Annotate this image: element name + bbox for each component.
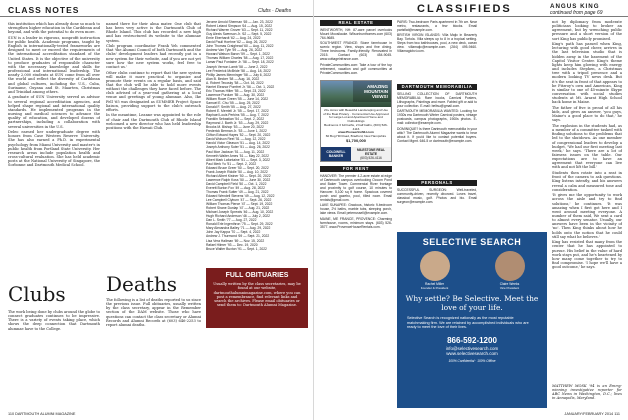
classifieds-col-1: [320, 20, 392, 76]
left-col-2: [106, 22, 201, 267]
death-entry: Dan L. Smith '77 — Aug. 27, 2022: [206, 218, 257, 223]
founder-role: Founder & President: [420, 286, 449, 290]
right-page: [314, 0, 628, 420]
death-entry: Albert Mark Lafontaine '51 — Sept. 3, 2022: [206, 157, 271, 162]
death-entry: Lamar Paul Fontaine Jr. '58 — Sept. 18, 2022: [206, 60, 274, 65]
right-footer: [314, 410, 628, 420]
ad-text: DOMINIQUE? Is there Dartmouth memorabilia in your attic? The Dartmouth Alumni Magazine wants to hear about it. If you'd like to contact potential buyers. Contact Mgmt. 646-5 or dartmouth@example.com.: [397, 126, 477, 143]
section-title: CLASS NOTES: [8, 5, 80, 15]
left-header: [0, 0, 313, 17]
selective-tagline: 100% Confidential · 100% Offline: [448, 358, 496, 363]
death-entry: Robert Shane Dunlap '47 — Aug. 21, 2022: [206, 206, 270, 211]
paragraph: Other clubs continue to report that the new system will make it more practical to organize and promote their events on a regular basis, and said that the club will be able to hold more events without the challenges they have faced before. The club advised of a year-end gathering at a local venue and greetings of young alumnae. Also, Ike Fell '65 was designated as SUMMER Project Space liaison, providing support to the club's outreach efforts.: [106, 70, 201, 112]
paragraph: not by diplomacy from moderate politicians looking to broker an agreement, but by wrenching public pressure and a short version of the sort King has publicly promised.: [552, 20, 622, 41]
death-entry: Everett Burton Fox '49 — Aug. 28, 2022: [206, 185, 266, 190]
selective-phone[interactable]: 866-592-1200: [447, 335, 497, 345]
pioneer-ad-body: [321, 107, 391, 144]
death-entry: David Wolson Reel '51 — Aug. 12, 2022: [206, 137, 266, 142]
paragraph: Deleo earned her undergraduate degree with honors from Case Western Reserve University. She has also earned a Ph.D. in experimental psychology from Miami University and master's in public health from Portland State University. Her research areas include population health and cross-cultural evaluation. She has held academic posts at the National University of Singapore, the Sorbonne and Dartmouth Medical School.: [8, 130, 100, 168]
article-continued: [552, 20, 622, 380]
full-obituaries-box: [206, 268, 308, 328]
death-entry: Samuel E. Chu '55 — Aug. 25, 2022: [206, 100, 260, 105]
death-entry: Kenneth Walter Ames '51 — May 22, 2022: [206, 153, 269, 158]
ad-text: LAKE SUNAPEE: Gracious, historic 9-bedroom house, 2½ baths, marble tubs, sleeping porch, lake views. Email peterrussell@example.com.: [320, 203, 392, 216]
death-entry: Thomas William Charles '58 — Aug. 17, 2022: [206, 56, 274, 61]
paragraph: The following is a list of deaths reported to us since the previous issue. Full obituaries, usually written by the class secretary, appear in the Remember section of the DAM website. Those who have questions can contact the class secretary or Alumni Records and Alumni Records at (603) 646-2253 to report alumni deaths.: [106, 298, 201, 327]
ad-text: PARIS: Two-bedroom Paris apartment in 7th arr. Near metro, restaurants, a few blocks. Email parisflat@example.com.: [397, 20, 477, 32]
founders-photos: [397, 251, 547, 290]
side-title: ANGUS KING: [550, 3, 600, 10]
death-entry: Brooks M. Bishop '53 — June 20, 2022: [206, 125, 264, 130]
paragraph: this institution which has already done so much to strengthen higher education in the Caribbean and beyond, and with the potential to do even more.: [8, 22, 100, 35]
vp-name: Claire Weeks: [499, 282, 520, 286]
real-estate-ads: [320, 28, 392, 75]
death-entry: Edward Wendell Stevens '49 — Aug. 12, 2022: [206, 194, 275, 199]
death-entry: William Rowe Green '55 — June 14, 2022: [206, 96, 269, 101]
death-entry: Guy Alexis Swenson Jr. '62 — Sept. 5, 2022: [206, 32, 272, 37]
death-entry: Paul Moe Jackson '51 — Aug. 11, 2022: [206, 149, 265, 154]
category-for-rent: FOR RENT: [320, 166, 392, 172]
death-entry: John Jay Kappa '70 — Sept. 4, 2022: [206, 230, 261, 235]
death-entry: Joseph Anthony Suter '51 — Aug. 26, 2022: [206, 145, 270, 150]
selective-headline: Why settle? Be Selective. Meet the love of your life.: [405, 294, 539, 312]
death-entry: Frederick Berman Jr. '53 — June 1, 2022: [206, 129, 267, 134]
selective-search-title: SELECTIVE SEARCH: [422, 237, 522, 247]
side-subtitle: continued from page 69: [550, 10, 603, 16]
death-entry: Lee Campbell Clyburn '47 — Sept. 26, 2022: [206, 198, 272, 203]
death-entry: Robert Leland Simpson '64 — Aug. 15, 2022: [206, 24, 273, 29]
paragraph: Students then rotate into a seat in front of the camera to ask questions. King listens intently, and his answers reveal a calm and measured tone and consideration.: [552, 171, 622, 192]
paragraph: King has resisted that many from the center that he has appointed to pursue. His belief in the value of hard work stays put, and he's heartened by how many come together to try to find compromise. 'I hope we'll have a good outcome,' he says.: [552, 240, 622, 270]
obituaries-text: Usually written by the class secretaries, may be found at our website, dartmouthalumnimagazine.com, where you can post a remembrance, find relevant links and search the archives. Please email obituaries or send them to: Dartmouth Alumni Magazine.: [213, 282, 301, 308]
death-entry: Hugh Richard Anderson '46 — July 2, 2022: [206, 214, 271, 219]
classifieds-title: CLASSIFIEDS: [417, 3, 512, 15]
ad-text: HANOVER: The premier 4.2-acre estate at edge of Dartmouth campus overlooking Occom Pond and Baker Tower. Commercial River frontage and proximity to golf course, 10 minutes to Hanover. 5,100 sq ft home. Spacious covered porch and gazebo, pool, tilled room. Email rentals@gmail.com.: [320, 174, 392, 202]
ad-line: 20+ Acres with Beautiful Landscaping and Use of the Boat Privacy · Commercial Use Approved for Large Lot and Apartment Home and Outbuildings: [323, 108, 389, 124]
death-entry: Joseph Vernon Lamb '58 — June 2, 2022: [206, 64, 268, 69]
ad-text: SELLING COLLECTION OF DARTMOUTH MEMORABILIA: Rare books, Carnival Posters, Lithographs, Paintings and more. Fabled gift or add to your collection. E-mail: beltsu@gmail.com.: [397, 92, 477, 108]
death-entry: Lawrence Purdum '55 — Aug. 30, 2022: [206, 92, 265, 97]
memorabilia-ads: [397, 92, 477, 178]
death-entry: Jerome Arnold Sherman '65 — Jan. 23, 2022: [206, 20, 273, 24]
coldwell-logo: COLDWELL BANKER: [321, 147, 351, 161]
personals-ads: [397, 188, 477, 218]
death-entry: Robert E. Merriell Jr. '55 — Sept. 17, 2022: [206, 109, 269, 114]
vp-photo: [495, 251, 525, 281]
death-entry: Paul Merk Yu '51 — Sept. 2, 2022: [206, 161, 257, 166]
paragraph: SUN is a leader in rigorous, nonprofit instruction for public health. Academic programs, taught by English in internationally-tested frameworks are designed to meet or exceed the requirements of the international accreditation standard of the United States. It is the objective of the university to produce graduates of responsible character with the necessary knowledge and skills for professional and international leadership. The nearly 2,000 students at SUN come from all over the world and reflect the diversity of Caribbean and global cultures, including the U.S., Cuba, Suriname, Guyana and St. Maarten, Christmas and Trinidad among others.: [8, 35, 100, 94]
death-entry: Clifton Edward Hayes '52 — Sept. 20, 2022: [206, 133, 271, 138]
obituaries-title: FULL OBITUARIES: [225, 272, 289, 279]
ad-text: PrivateCommunities.com: Take a tour of the top retirement, vacation and golf communities at PrivateCommunities.com.: [320, 62, 392, 75]
death-entry: Raphael Louis Perkins '55 — Aug. 7, 2022: [206, 113, 269, 118]
death-entry: Rafael Hilmer '93 — Dec. 19, 2020: [206, 242, 258, 247]
deaths-heading: Deaths: [106, 272, 177, 296]
ad-line: 60 Bog Hill Road, Bradford, New Hampshire: [325, 133, 387, 138]
ad-text: SUCCESSFUL SURGEON: Well-traveled, community-driven, recently divorced. Loves travel, classical music, golf. Photos and bio. Email surgeon@example.com.: [397, 188, 477, 204]
death-entry: David Campbell Field '50 — Oct. 1, 2022: [206, 181, 267, 186]
death-entry: Ernie Eberhardt '62 — Aug. 24, 2022: [206, 36, 261, 41]
amazing-views-headline: AMAZING MOUNTAIN VIEWS!: [353, 81, 391, 102]
death-entry: Andrew Van Tyle '59 — Aug. 26, 2022: [206, 48, 263, 53]
page-number-left: 110 DARTMOUTH ALUMNI MAGAZINE: [8, 412, 76, 416]
ad-text: MAINE, ME FRANCE, PROVENCE: Charming farmhouse, rooms, minimum stays. (603) 526-3577. www.ProvenceHouseRentals.com.: [320, 216, 392, 229]
paragraph: 'It gives me the opportunity to work across the aisle and try to find solutions,' he continues. 'It was amazing when I first got here and I went around meeting everyone. A number of them said, We sent a card to almost every senator. Usually, our answers have been in the vicinity of 'no'. Then King thinks about how he holds onto the notion that he could still say what he believes.': [552, 193, 622, 239]
death-entry: Alan B. Becker '58 — Aug. 16, 2022: [206, 76, 260, 81]
selective-website[interactable]: www.selectivesearch.com: [446, 350, 498, 356]
selective-email[interactable]: info@selectivesearch.com: [445, 345, 499, 351]
death-entry: Mary Alexandra Bailey '71 — Aug. 29, 2022: [206, 226, 271, 231]
death-entry: Richard Warren Grover '63 — Sept. 11, 2022: [206, 28, 273, 33]
category-real-estate: REAL ESTATE: [320, 20, 392, 26]
paragraph: A graduate of SUN University served as advisor to several regional accreditation agencies, and helped shape regional and international quality standards. He implemented programs in the nursing and medical sciences to advance the quality of education, and developed dozens of partnerships, including a collaboration with several universities in the U.S.: [8, 95, 100, 129]
death-entry: Harold Victor Gleason '51 — Aug. 14, 2022: [206, 141, 270, 146]
death-entry: Andrew J. Thurmond '69 — Sept. 21, 2022: [206, 234, 270, 239]
death-entry: Franklin Sebastian '54 — Sept. 2, 2022: [206, 117, 265, 122]
milestone-name: MILESTONE REAL ESTATE: [356, 148, 386, 156]
founder-card: [420, 251, 450, 290]
classifieds-col-2: [397, 20, 477, 218]
death-entry: Thomas Frank Sutter '49 — Aug. 21, 2022: [206, 189, 269, 194]
death-entry: Raymond J. Barth Jr. '53 — Aug. 29, 2022: [206, 121, 269, 126]
death-entry: Richard Albert Kistner '50 — Sept. 20, 2022: [206, 173, 271, 178]
ad-text: SOUTHWEST FRANCE: Stone farmhouse in scenic region. View, shops and fine dining. Three bedrooms. Family-friendly. Renovated in 2015. Contact (603) 454-9045. www.cottageinfrance.com.: [320, 41, 392, 62]
left-col-1: [8, 22, 100, 277]
category-dartmouth-memorabilia: DARTMOUTH MEMORABILIA: [397, 84, 477, 90]
death-entry: Lawrence Ralph Koss '50 — June 30, 2022: [206, 177, 271, 182]
clubs-col: [8, 310, 100, 408]
selective-body: Selective Search is recognized nationally as the most reputable matchmaking firm. We are retained by accomplished individuals who are ready to meet the love of their lives.: [407, 316, 529, 330]
death-entry: Bruce Walter Buxton '91 — Sept. 1, 2022: [206, 246, 267, 251]
death-entry: Frank Joseph Riddle '50 — Aug. 10, 2022: [206, 169, 268, 174]
death-entry: David Paull Hoehne '62 — Aug. 26, 2022: [206, 40, 267, 45]
death-entry: Edward Bruce Greer '50 — Sept. 20, 2022: [206, 165, 269, 170]
death-entry: Phillip James Menninger '58 — July 6, 2022: [206, 72, 271, 77]
paragraph: The explosion in the students had, as a member of a committee tasked with finding solutions to the problems that led to the shutdown. As one member of congressional leaders to develop a budget, 'We had our first meeting last week,' he says. 'There are a lot of fairness issues on the table. Our expectations are to have an agreement that everyone can live with and not lift the bill.': [552, 123, 622, 170]
paragraph: King's path has passed when King, lecturing with good cheer, arrives in the last television studio that is hidden away in the basement of the Capitol Visitor Center. King's theme lights keep him glowing with energy and includes Stephen, a Christmas tree with a tripod presence and a modern looking TV news desk. But it's the seat in front of that appears to be Fitzroy's own and American, King is similar to one of 45-minute Skype conversation with social studies students at Mt. Ararat High School back home in Maine.: [552, 42, 622, 105]
death-entry: A. Robert Tecosky '58 — Oct. 16, 2022: [206, 80, 264, 85]
death-entry: Donald F. Smith '55 — Aug. 27, 2022: [206, 104, 261, 109]
ad-line: $1,700,000: [345, 137, 367, 143]
page-number-right: JANUARY/FEBRUARY 2014 111: [564, 412, 620, 416]
paragraph: The work being done by clubs around the globe to connect graduates continues to be impressive. There is a variety of events taking place, which shows the deep connection that Dartmouth alumnae have to the College.: [8, 310, 100, 331]
clubs-heading: Clubs: [8, 282, 66, 306]
ad-line: Bedrooms 3 full baths, 2 half baths, (603) 526-4116: [324, 122, 388, 131]
paragraph: Club program coordinator Frank Yeh commented that 'the Alumni Council of both Dartmouth and the clubs' development leaders had recently put in a new system for their website, and if you are not yet sure how the new system works, feel free to contact us.': [106, 44, 201, 69]
vp-card: [495, 251, 525, 290]
left-footer: [0, 410, 313, 420]
rental-ads-2: [397, 20, 477, 82]
milestone-logo: [351, 147, 391, 161]
death-entry: Howard Watson Baron '59 — Sept. 1, 2022: [206, 52, 270, 57]
ad-text: DARTMOUTH MEMORABILIA WANTED: Looking for 1930s era Dartmouth Winter Carnival posters, vintage postcards, campus photographs, 1900s photos. E-mail: collector@example.com.: [397, 109, 477, 126]
section-subtitle: Clubs · Deaths: [258, 8, 292, 14]
paragraph: The father of five is proud of all his kids, and gives an answer, 'you guys, Maine's a good place to do that,' he says.: [552, 105, 622, 123]
category-personals: PERSONALS: [397, 180, 477, 186]
death-entry: Lisa Vera Hallman '69 — Nov. 15, 2022: [206, 238, 265, 243]
amazing-views-ad[interactable]: [320, 80, 392, 162]
author-bio: MATTHEW MOSK '94 is an Emmy-winning investigative reporter for ABC News in Washington, D.C.; lives in Annapolis, Maryland.: [552, 384, 622, 401]
ad-text: BRITISH VIRGIN ISLANDS: Villa Majic in Beaverly Bay. Tortola. Villa sleeps up to 8 in a tropical setting. Steps from two bathhouses, pool, a new deck, ocean view. villamajic@example.com. (284) 495-9460. Villamagicbvi.com.: [397, 33, 477, 54]
rental-ads: [320, 174, 392, 404]
death-entry: William Thomas Pierce '47 — Sept. 19, 2022: [206, 202, 273, 207]
mountain-photo: [321, 81, 391, 107]
paragraph: named there for their alma mater. One club that has been very active is the Dartmouth Club of Rhode Island. This club has recorded a new high and has restructured its website to the alumnae system.: [106, 22, 201, 43]
rentals-section: [320, 166, 392, 404]
broker-strip: [321, 147, 391, 161]
founder-name: Rachel Miller: [424, 282, 445, 286]
death-entry: John Thomas Craighead '60 — Aug. 11, 2022: [206, 44, 274, 49]
right-header: [314, 0, 628, 17]
selective-search-ad[interactable]: [397, 232, 547, 408]
ad-line: www.PioneerInnNH.com: [338, 130, 374, 135]
paragraph: In the meantime, Leanne was appointed to the role of chair and the Dartmouth Club of Rhode Island welcomed a new director who has held leadership positions with the Hawaii Club.: [106, 113, 201, 130]
death-entry: Eric Thomas Hiller '55 — Sept. 23, 2022: [206, 88, 266, 93]
death-entry: Michael Joseph Sprewls '46 — Aug. 10, 2022: [206, 210, 274, 215]
deaths-list: [206, 20, 308, 264]
death-entry: Harriet Eleanor Pomfret Jr. '56 — Oct. 1, 2022: [206, 84, 275, 89]
ad-text: WENTWORTH, NH: 87-acre parcel overlooks Mount Moosilauke. Wilsonhunthomes.com (603) 764-9685.: [320, 28, 392, 40]
deaths-intro: [106, 298, 201, 338]
milestone-phone: (603) 526-4116: [360, 156, 382, 160]
founder-photo: [420, 251, 450, 281]
death-entry: Ronald Erle Ingenthron '75 — Sept. 29, 2022: [206, 222, 273, 227]
death-entry: Lee Frederick McBride '58 — Aug. 18, 2022: [206, 68, 271, 73]
vp-role: Vice President: [499, 286, 520, 290]
